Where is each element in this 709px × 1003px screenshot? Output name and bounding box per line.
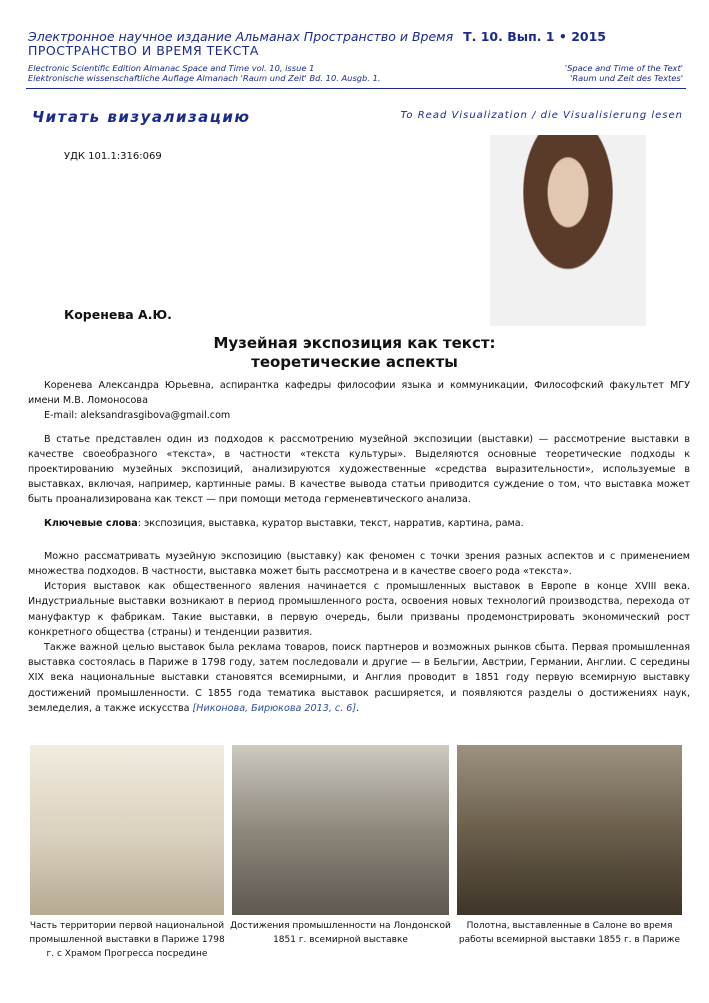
- article-body: [28, 378, 690, 716]
- header-divider: [26, 88, 686, 89]
- paragraph: Можно рассматривать музейную экспозицию (выставку) как феномен с точки зрения разных аспектов и с применением множества подходов. В частности, выставка может быть рассмотрена и в качестве своего рода «текста».: [28, 550, 690, 578]
- paragraph-text: Также важной целью выставок была реклама товаров, поиск партнеров и возможных рынков сбыта. Первая промышленная выставка состоялась в Париже в 1798 году, затем последовали и другие — в Бельгии, Австрии, Германии, Англии. С середины XIX века национальные выставки становятся всемирными, и Англия проводит в 1851 году первую всемирную выставку достижений промышленности. С 1855 года тематика выставок расширяется, и появляются разделы о достижениях наук, земледелия, а также искусства: [28, 642, 690, 714]
- journal-sub-de: Elektronische wissenschaftliche Auflage Almanach 'Raum und Zeit' Bd. 10. Ausgb. 1.: [28, 73, 381, 83]
- article-title: [0, 334, 709, 372]
- journal-right-en: 'Space and Time of the Text': [564, 63, 683, 73]
- section-title-ru: Читать визуализацию: [32, 108, 251, 126]
- keywords: [28, 516, 690, 531]
- paragraph: История выставок как общественного явления начинается с промышленных выставок в Европе в конце XVIII века. Индустриальные выставки возникают в период промышленного роста, освоения новых технологий производства, перехода от мануфактур к фабрикам. Такие выставки, в первую очередь, были призваны продемонстрировать экономический рост конкретного общества (страны) и тенденции развития.: [28, 581, 690, 638]
- issue-info: Т. 10. Вып. 1 • 2015: [463, 29, 606, 44]
- journal-sub-en: Electronic Scientific Edition Almanac Space and Time vol. 10, issue 1: [28, 63, 315, 73]
- title-line-1: Музейная экспозиция как текст:: [213, 334, 496, 352]
- journal-name: Электронное научное издание Альманах Пространство и Время: [28, 29, 454, 44]
- udk-code: УДК 101.1:316:069: [64, 151, 162, 162]
- section-title-en: To Read Visualization / die Visualisierung lesen: [400, 110, 683, 121]
- figure-caption: Полотна, выставленные в Салоне во время работы всемирной выставки 1855 г. в Париже: [458, 921, 681, 945]
- journal-title: [28, 29, 606, 44]
- figure-image-paris-1798: [30, 745, 224, 915]
- author-info: Коренева Александра Юрьевна, аспирантка кафедры философии языка и коммуникации, Философский факультет МГУ имени М.В. Ломоносова: [28, 380, 690, 407]
- author-photo: [490, 135, 646, 326]
- keywords-list: : экспозиция, выставка, куратор выставки, текст, нарратив, картина, рама.: [137, 517, 524, 529]
- figure-caption: Часть территории первой национальной промышленной выставки в Париже 1798 г. с Храмом Прогресса посредине: [29, 921, 225, 959]
- journal-right-de: 'Raum und Zeit des Textes': [570, 73, 683, 83]
- figure-image-london-1851: [232, 745, 449, 915]
- abstract: В статье представлен один из подходов к рассмотрению музейной экспозиции (выставки) — рассмотрение выставки в качестве своеобразного «текста», в частности «текста культуры». Выделяются основные теоретические подходы к проектированию музейных экспозиций, анализируются художественные «средства выразительности», используемые в выставках, включая, например, картинные рамы. В качестве вывода статьи приводится суждение о том, что выставка может быть проанализирована как текст — при помощи метода герменевтического анализа.: [28, 433, 690, 506]
- author-name: Коренева А.Ю.: [64, 307, 172, 322]
- keywords-label: Ключевые слова: [44, 517, 138, 529]
- figure-caption: Достижения промышленности на Лондонской 1851 г. всемирной выставке: [230, 921, 451, 945]
- citation-link[interactable]: [Никонова, Бирюкова 2013, с. 6]: [192, 702, 357, 714]
- paragraph-end: .: [356, 702, 360, 714]
- paragraph: [28, 640, 690, 716]
- title-line-2: теоретические аспекты: [251, 353, 458, 371]
- author-email: E-mail: aleksandrasgibova@gmail.com: [44, 410, 231, 422]
- journal-subtitle: ПРОСТРАНСТВО И ВРЕМЯ ТЕКСТА: [28, 43, 259, 58]
- figure-image-salon-1855: [457, 745, 682, 915]
